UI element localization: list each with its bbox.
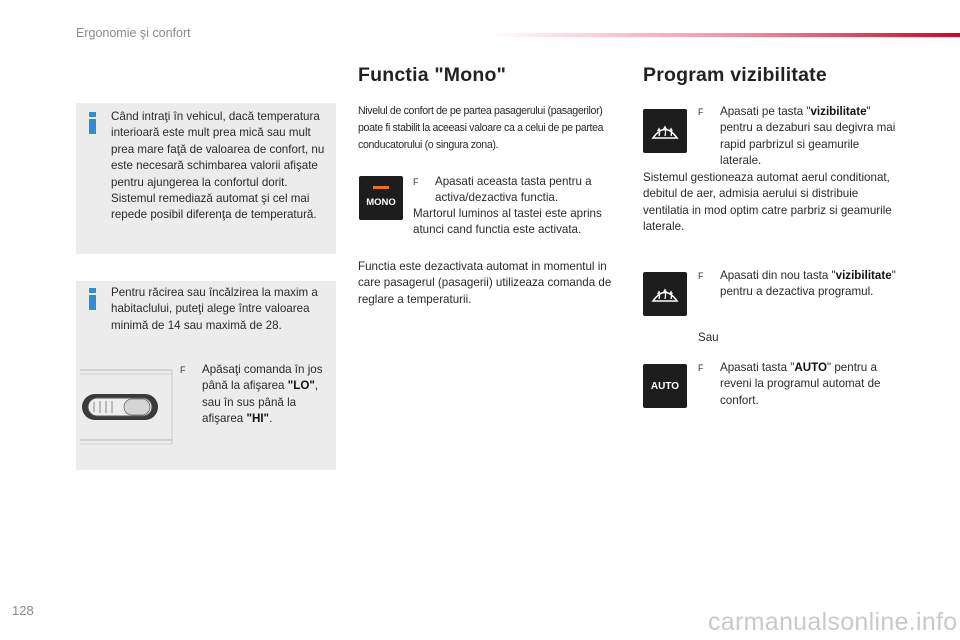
info-box-temperature	[76, 103, 336, 254]
mono-section-title: Functia "Mono"	[358, 64, 507, 86]
section-header-title: Ergonomie şi confort	[76, 26, 191, 40]
lo-value: "LO"	[287, 379, 315, 393]
svg-text:AUTO: AUTO	[650, 381, 680, 392]
windscreen-demist-button-icon-2	[643, 272, 687, 316]
info-icon	[88, 112, 97, 134]
windscreen-defrost-icon	[643, 109, 687, 153]
mono-auto-off-text: Functia este dezactivata automat in momentul in care pasagerul (pasagerii) utilizeaza comanda de reglare a temperaturii.	[358, 260, 612, 306]
page-number: 128	[12, 603, 34, 618]
bullet-arrow-icon: F	[698, 271, 704, 281]
hi-value: "HI"	[246, 412, 270, 426]
header-accent-line	[486, 33, 960, 37]
windscreen-defrost-icon	[643, 272, 687, 316]
temperature-dial-illustration	[80, 366, 176, 448]
info-icon	[88, 288, 97, 310]
mono-indicator-text: Martorul luminos al tastei este aprins atunci cand functia este activata.	[413, 207, 602, 237]
windscreen-demist-button-icon	[643, 109, 687, 153]
info-text: Când intraţi în vehicul, dacă temperatura interioară este mult prea mică sau mult prea mare faţă de valoarea de confort, nu este necesară schimbarea valorii afişate pentru ajungerea la confortul dorit. Sistemul remediază automat şi cel mai repede posibil diferenţa de temperatură.	[111, 110, 325, 222]
or-text: Sau	[698, 331, 719, 344]
bullet-arrow-icon: F	[698, 363, 704, 373]
mono-button-icon	[359, 176, 403, 220]
mono-intro: Nivelul de confort de pe partea pasagerului (pasagerilor) poate fi stabilit la aceeasi valoare ca a celui de pe partea conducatorului (o singura zona).	[358, 105, 604, 151]
auto-button-icon	[643, 364, 687, 408]
bullet-arrow-icon: F	[413, 177, 419, 187]
bullet-arrow-icon: F	[698, 107, 704, 117]
visibility-section-title: Program vizibilitate	[643, 64, 827, 86]
bullet-arrow-icon: F	[180, 365, 186, 375]
visibility-system-text: Sistemul gestioneaza automat aerul conditionat, debitul de aer, admisia aerului si distribuie ventilatia in mod optim catre parbriz si geamurile laterale.	[643, 171, 892, 234]
svg-text:MONO: MONO	[366, 197, 396, 208]
info-text: Pentru răcirea sau încălzirea la maxim a habitaclului, puteţi alege între valoarea minimă de 14 sau maximă de 28.	[111, 286, 318, 332]
watermark: carmanualsonline.info	[708, 608, 958, 636]
